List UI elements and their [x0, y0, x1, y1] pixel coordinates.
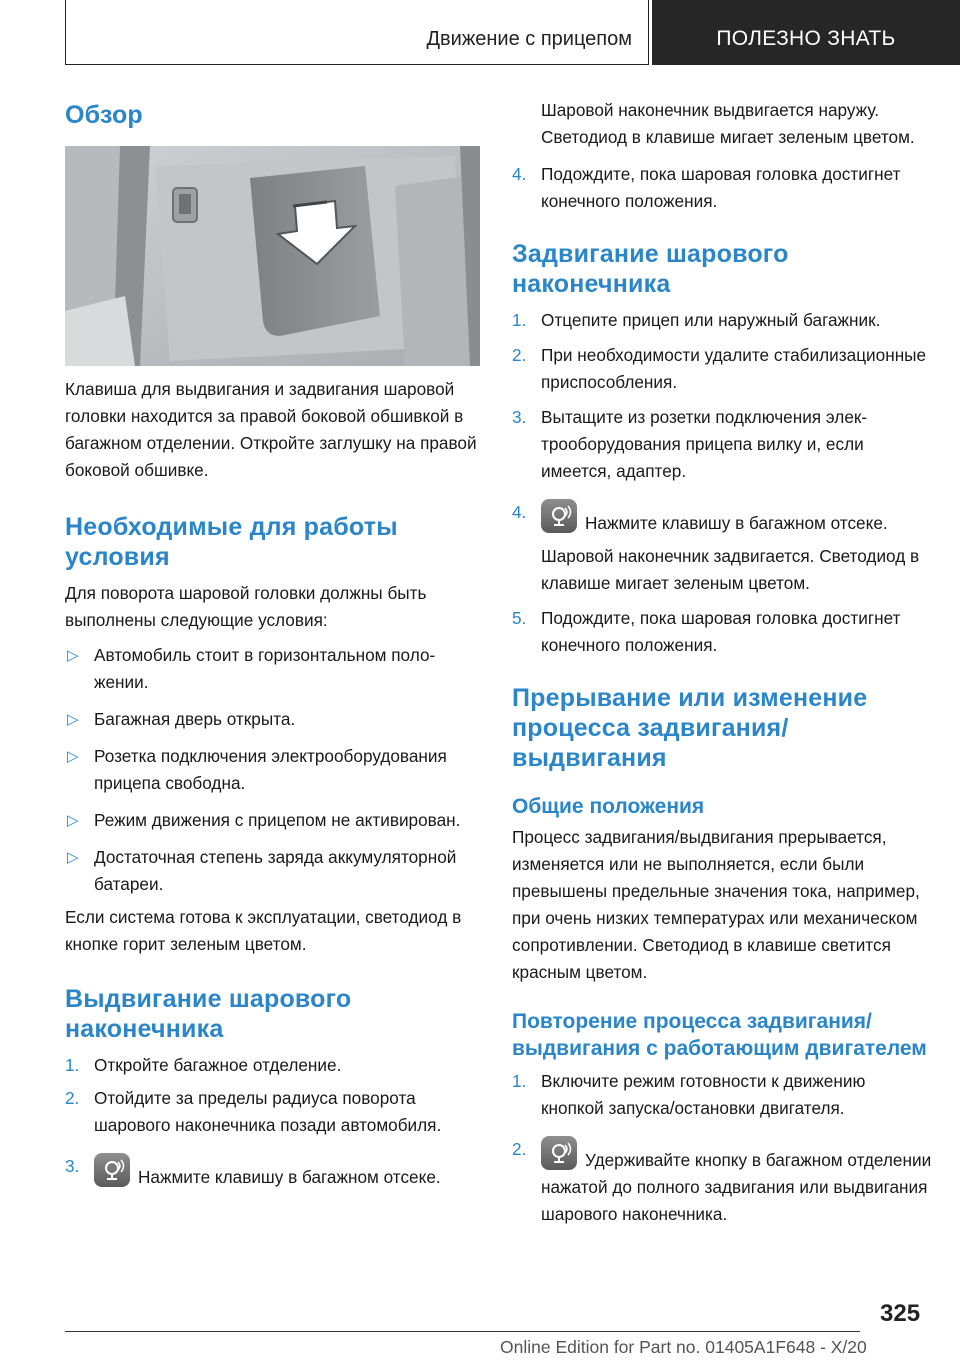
requirements-intro: Для поворота шаровой головки должны быть выполнены следующие условия:: [65, 583, 427, 630]
general-title: Общие положения: [512, 795, 705, 818]
list-item: ▷ Розетка подключения электрооборудования прицепа свободна.: [65, 743, 480, 797]
list-item: ▷ Багажная дверь открыта.: [65, 706, 480, 733]
general-text: Процесс задвигания/выдвигания прерывается, изменяется или не выполняется, если были превышены предельные значения тока, например, при очень низких температурах или механическом сопротивлении. Светодиод в клавише светится красным цветом.: [512, 827, 920, 982]
extend-steps-cont: [512, 161, 932, 215]
tow-hitch-button-icon: [94, 1153, 130, 1187]
retract-steps-cont: [512, 605, 932, 659]
list-item: 2. Удерживайте кнопку в багажном отделении нажатой до полного задвигания или выдвигания шарового наконечника.: [512, 1136, 932, 1228]
header-section-title: Движение с прицепом: [426, 28, 632, 50]
tow-hitch-button-icon: [541, 499, 577, 533]
footer-divider: [65, 1331, 860, 1332]
list-item: 3. Вытащите из розетки подключения электрооборудования прицепа вилку и, если имеется, адаптер.: [512, 407, 868, 481]
requirements-title: Необходимые для работы условия: [65, 513, 398, 571]
interrupt-title: Прерывание или изменение процесса задвигания/выдвигания: [512, 684, 868, 772]
list-item: 5. Подождите, пока шаровая головка достигнет конечного положения.: [512, 608, 901, 655]
list-item: ▷ Режим движения с прицепом не активирован.: [65, 807, 480, 834]
left-column: [65, 100, 480, 1191]
triangle-bullet-icon: ▷: [67, 647, 79, 664]
list-item: 2. При необходимости удалите стабилизационные приспособления.: [512, 345, 927, 392]
header-section-tab: [65, 0, 649, 65]
trunk-photo: [65, 146, 480, 366]
list-item: 1. Включите режим готовности к движению кнопкой запуска/остановки двигателя.: [512, 1071, 866, 1118]
retract-steps: [512, 307, 932, 537]
requirements-outro: Если система готова к эксплуатации, светодиод в кнопке горит зеленым цветом.: [65, 907, 462, 954]
list-item: ▷ Автомобиль стоит в горизонтальном положении.: [65, 642, 480, 696]
repeat-title: Повторение процесса задвигания/выдвигания с работающим двигателем: [512, 1010, 927, 1060]
edition-text: Online Edition for Part no. 01405A1F648 - X/20: [500, 1337, 867, 1357]
list-item: 2. Отойдите за пределы радиуса поворота шарового наконечника позади автомобиля.: [65, 1088, 442, 1135]
retract-step4-cont: Шаровой наконечник задвигается. Светодиод в клавише мигает зеленым цветом.: [541, 546, 920, 593]
list-item: ▷ Достаточная степень заряда аккумуляторной батареи.: [65, 844, 480, 898]
retract-title: Задвигание шарового наконечника: [512, 240, 789, 298]
list-item: 4. Нажмите клавишу в багажном отсеке.: [512, 499, 932, 537]
list-item: 1. Откройте багажное отделение.: [65, 1055, 342, 1075]
extend-step3-cont: Шаровой наконечник выдвигается наружу. Светодиод в клавише мигает зеленым цветом.: [541, 100, 915, 147]
triangle-bullet-icon: ▷: [67, 711, 79, 728]
overview-text: Клавиша для выдвигания и задвигания шаровой головки находится за правой боковой обшивкой в багажном отделении. Откройте заглушку на правой боковой обшивке.: [65, 379, 477, 480]
extend-steps: [65, 1052, 480, 1191]
tow-hitch-button-icon: [541, 1136, 577, 1170]
list-item: 1. Отцепите прицеп или наружный багажник.: [512, 310, 881, 330]
right-column: [512, 97, 932, 1228]
triangle-bullet-icon: ▷: [67, 849, 79, 866]
repeat-steps: [512, 1068, 932, 1228]
header-chapter-title: ПОЛЕЗНО ЗНАТЬ: [716, 27, 896, 50]
list-item: 4. Подождите, пока шаровая головка достигнет конечного положения.: [512, 164, 901, 211]
triangle-bullet-icon: ▷: [67, 748, 79, 765]
requirements-list: [65, 642, 480, 898]
extend-title: Выдвигание шарового наконечника: [65, 985, 352, 1043]
triangle-bullet-icon: ▷: [67, 812, 79, 829]
page-number: 325: [880, 1300, 921, 1327]
overview-title: Обзор: [65, 101, 143, 129]
header-chapter-tab: [652, 0, 960, 65]
list-item: 3. Нажмите клавишу в багажном отсеке.: [65, 1153, 480, 1191]
